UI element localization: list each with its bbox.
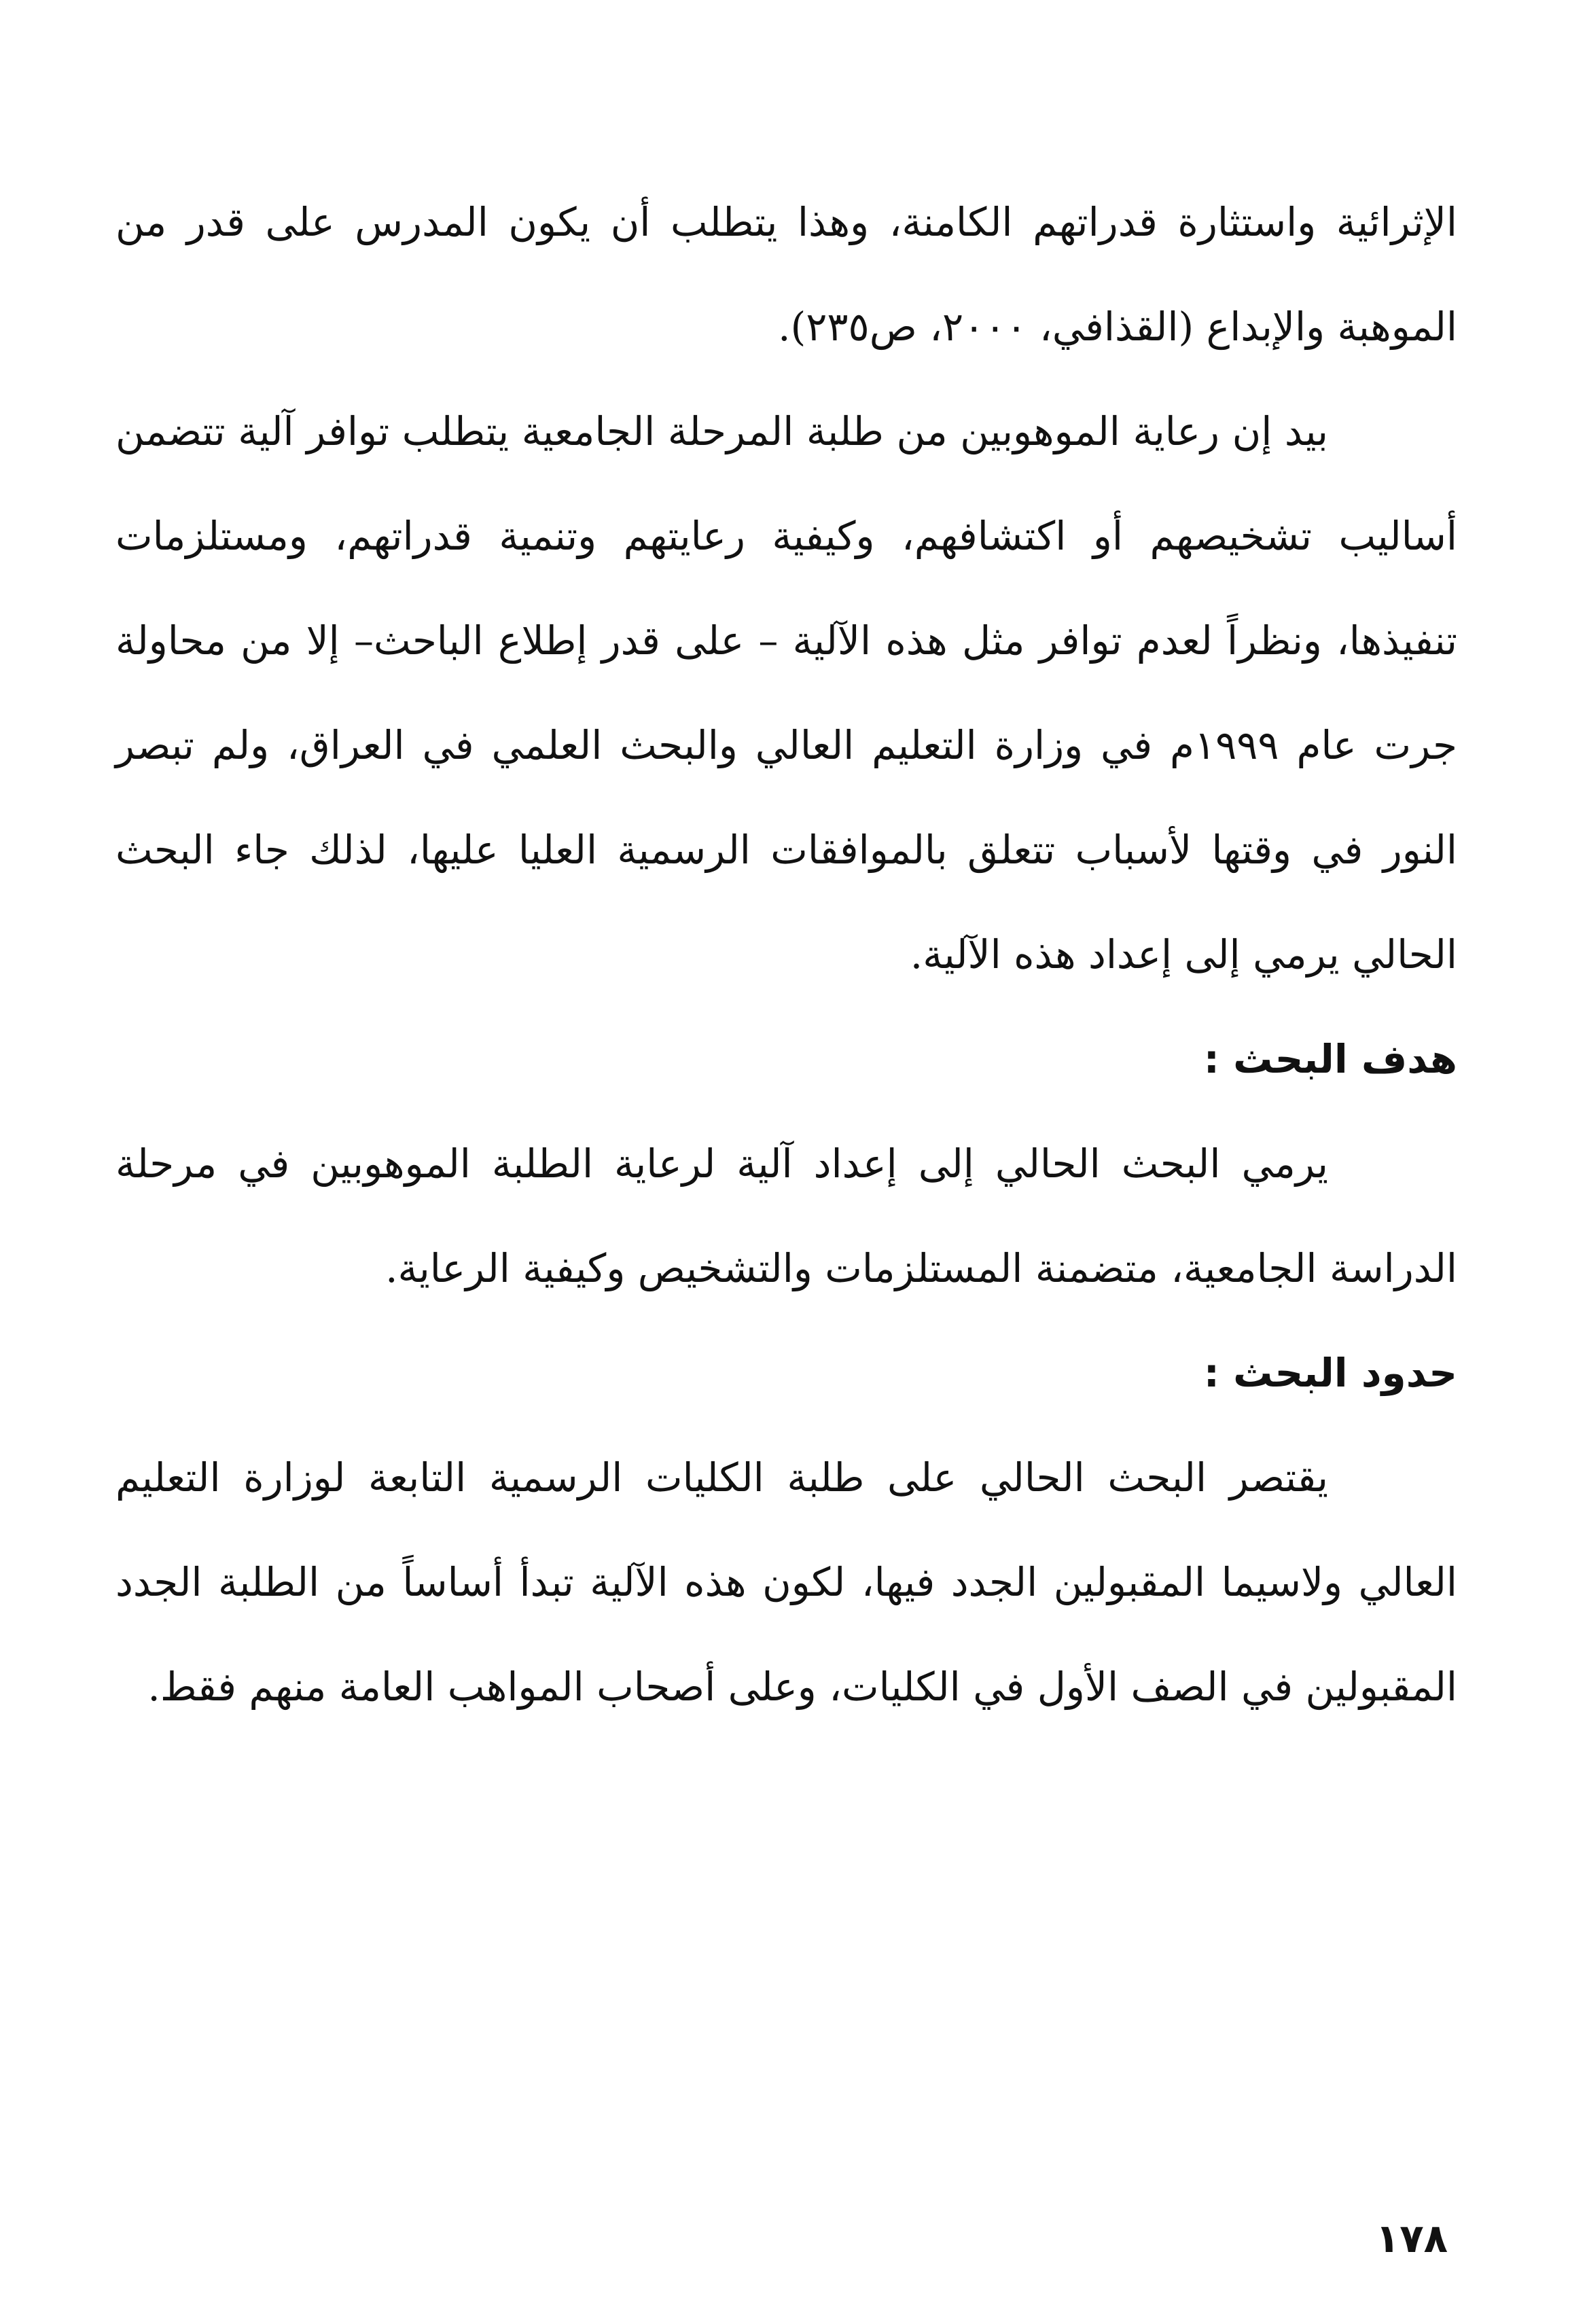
body-text [115,170,1457,1739]
limits-heading: حدود البحث : [1203,1350,1457,1396]
goal-heading: هدف البحث : [1203,1036,1457,1082]
goal-paragraph: يرمي البحث الحالي إلى إعداد آلية لرعاية الطلبة الموهوبين في مرحلة الدراسة الجامعية، متضمنة المستلزمات والتشخيص وكيفية الرعاية. [115,1141,1457,1291]
page-number: ١٧٨ [1375,2215,1448,2262]
body-paragraph: بيد إن رعاية الموهوبين من طلبة المرحلة الجامعية يتطلب توافر آلية تتضمن أساليب تشخيصهم أو اكتشافهم، وكيفية رعايتهم وتنمية قدراتهم، ومستلزمات تنفيذها، ونظراً لعدم توافر مثل هذه الآلية – على قدر إطلاع الباحث– إلا من محاولة جرت عام ١٩٩٩م في وزارة التعليم العالي والبحث العلمي في العراق، ولم تبصر النور في وقتها لأسباب تتعلق بالموافقات الرسمية العليا عليها، لذلك جاء البحث الحالي يرمي إلى إعداد هذه الآلية. [115,408,1457,978]
limits-paragraph: يقتصر البحث الحالي على طلبة الكليات الرسمية التابعة لوزارة التعليم العالي ولاسيما المقبولين الجدد فيها، لكون هذه الآلية تبدأ أساساً من الطلبة الجدد المقبولين في الصف الأول في الكليات، وعلى أصحاب المواهب العامة منهم فقط. [115,1454,1457,1710]
continuation-paragraph: الإثرائية واستثارة قدراتهم الكامنة، وهذا يتطلب أن يكون المدرس على قدر من الموهبة والإبداع (القذافي، ٢٠٠٠، ص٢٣٥). [115,199,1457,350]
